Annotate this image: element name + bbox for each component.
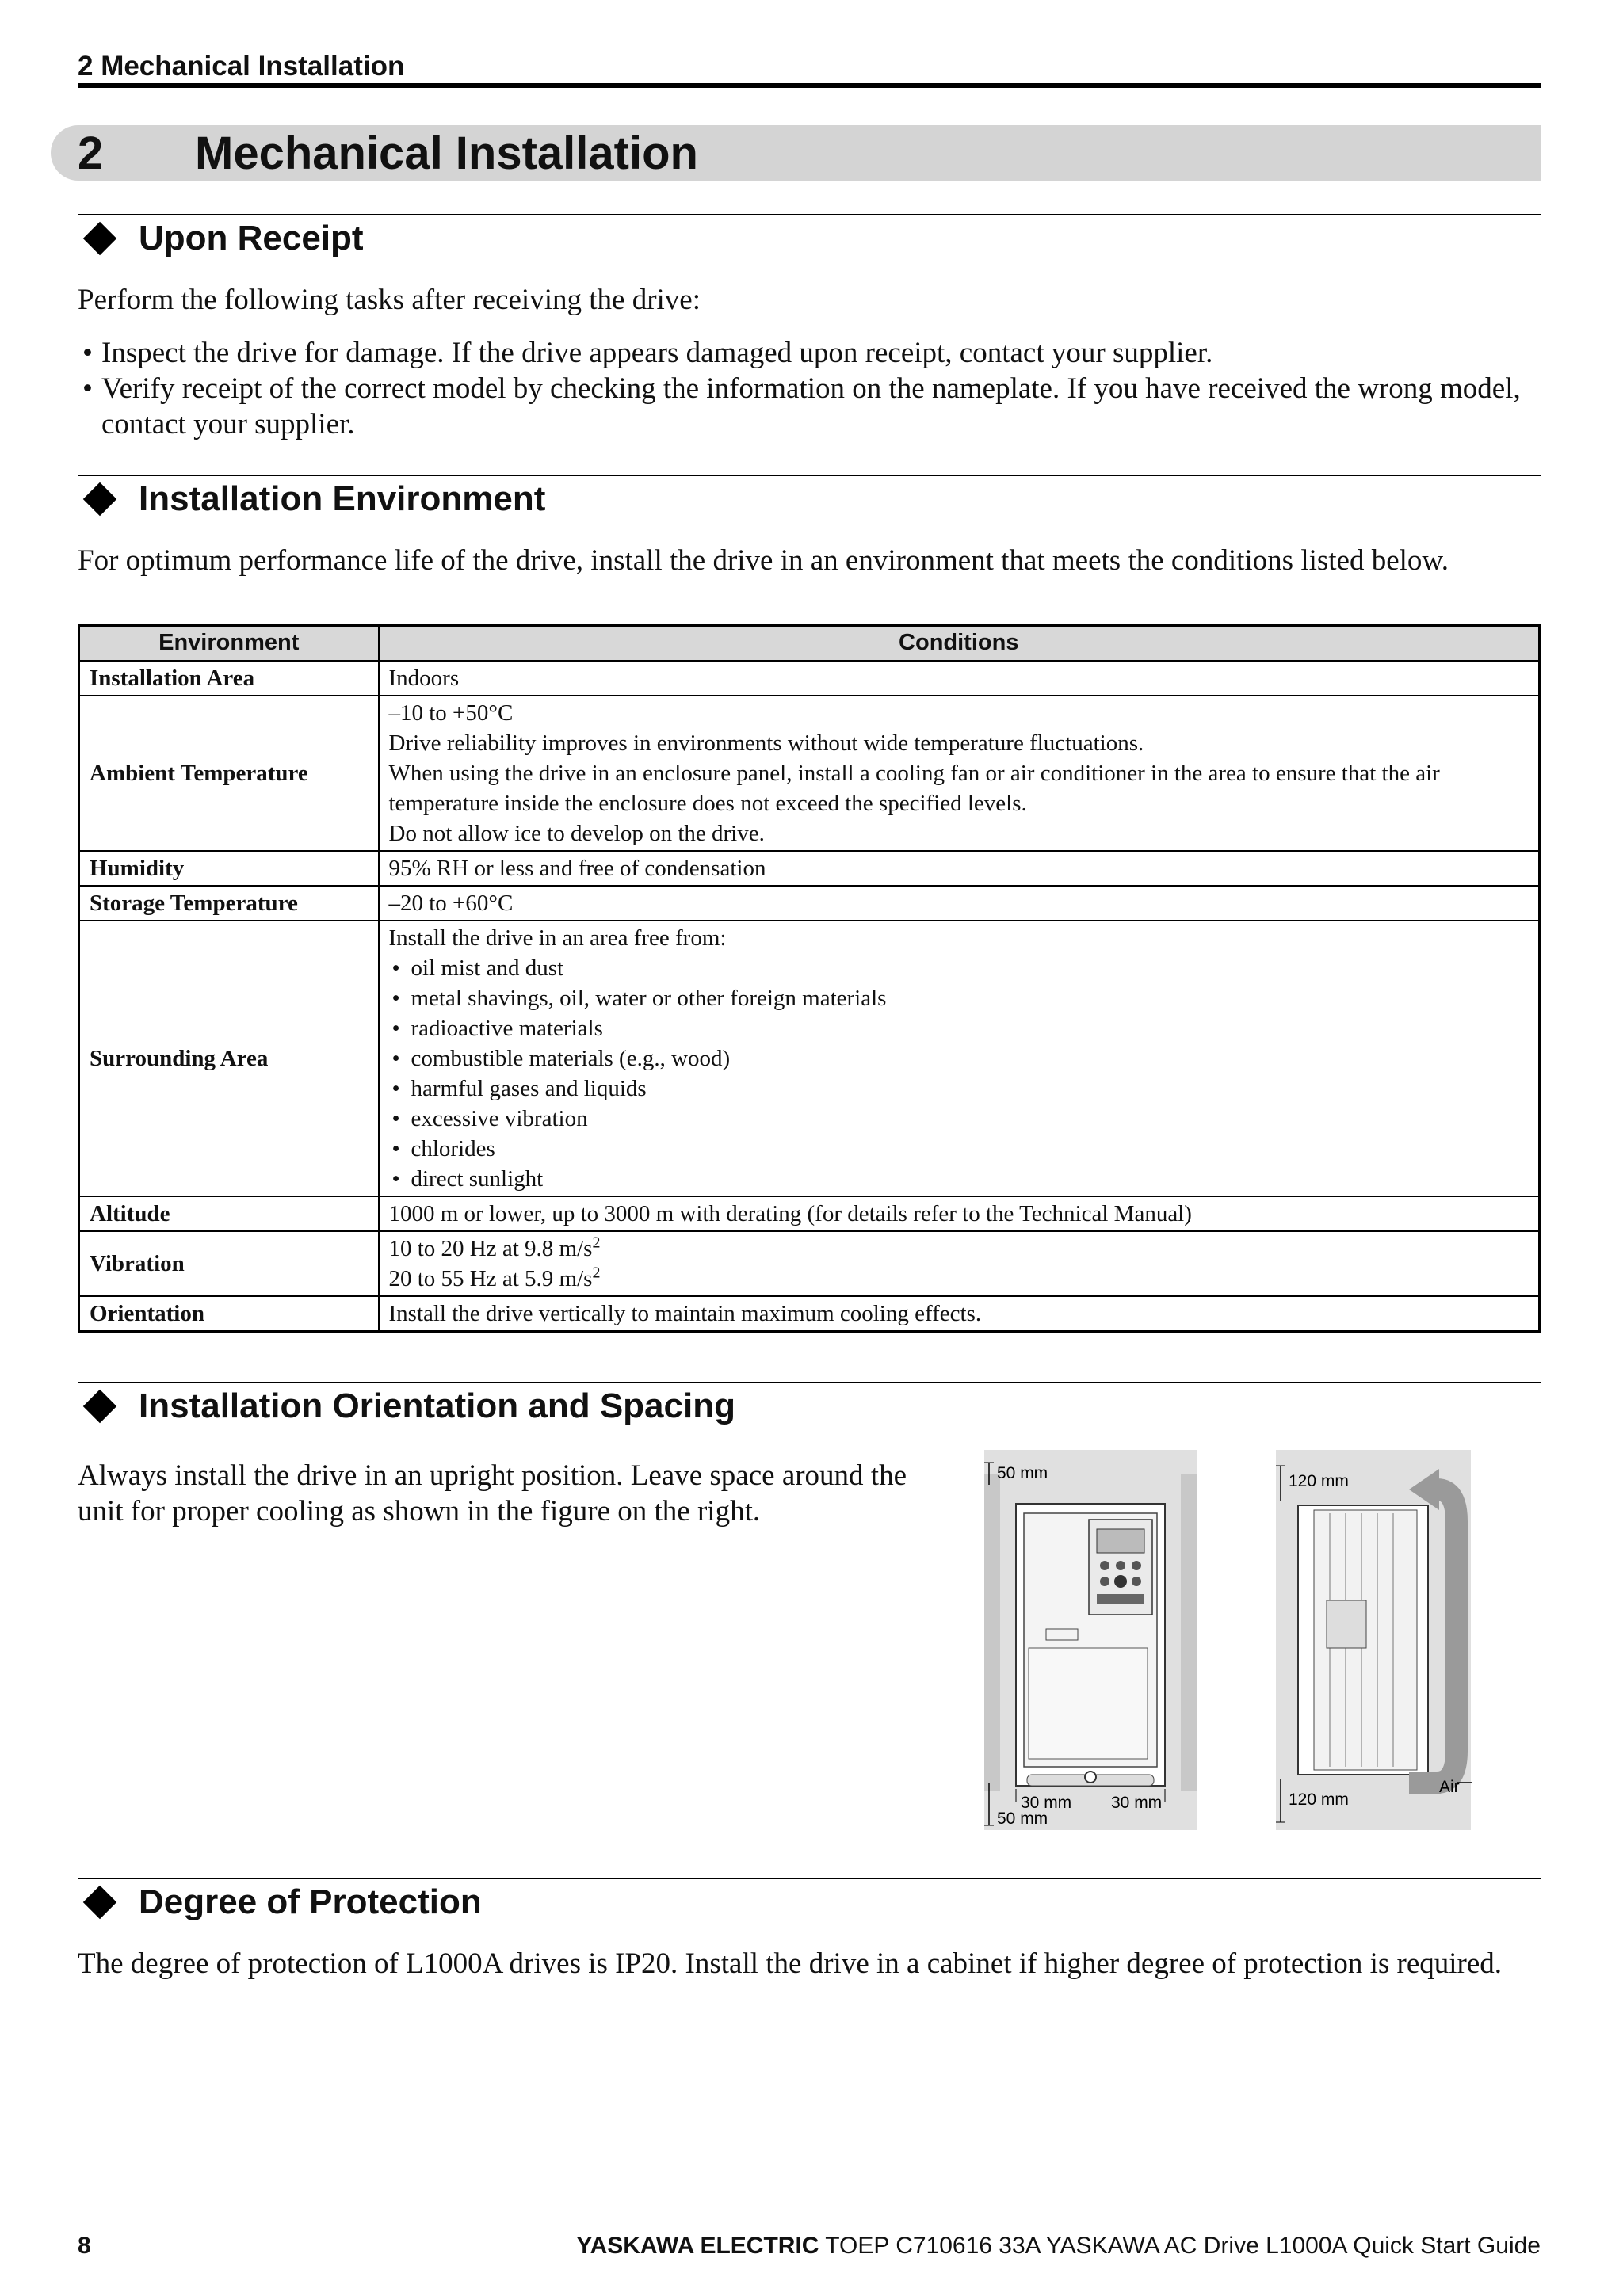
env-name: Storage Temperature [79,886,379,921]
dim-side-right: 30 mm [1111,1794,1163,1812]
footer-document [576,2233,1541,2260]
dim-side-left: 30 mm [1021,1794,1072,1812]
condition-line: 20 to 55 Hz at 5.9 $m/s^2$ [388,1263,601,1291]
footer-title: TOEP C710616 33A YASKAWA AC Drive L1000A Quick Start Guide [825,2233,1541,2259]
list-item: • direct sunlight [389,1164,1529,1194]
page-number: 8 [78,2233,91,2259]
table-row [79,921,1540,1196]
list-item: • Verify receipt of the correct model by checking the information on the nameplate. If you have received the wrong model, contact your supplier. [78,371,1541,442]
upon-receipt-intro: Perform the following tasks after receiving the drive: [78,284,701,316]
list-item: • combustible materials (e.g., wood) [389,1043,1529,1074]
section-heading-orientation-spacing: Installation Orientation and Spacing [83,1386,735,1426]
table-row [79,696,1540,851]
installation-environment-intro: For optimum performance life of the drive, install the drive in an environment that meets the conditions listed below. [78,544,1449,577]
env-name: Humidity [79,851,379,886]
env-name: Installation Area [79,661,379,696]
dim-top-side: 120 mm [1289,1472,1349,1490]
condition-line: Install the drive in an area free from: [388,925,727,951]
condition-line: Do not allow ice to develop on the drive. [388,820,765,846]
list-item: • excessive vibration [389,1104,1529,1134]
env-name: Altitude [79,1196,379,1231]
list-item: • oil mist and dust [389,953,1529,983]
condition-line: When using the drive in an enclosure panel, install a cooling fan or air conditioner in the area to ensure that the air temperature inside the enclosure does not exceed the specified levels. [388,760,1440,816]
orientation-spacing-text: Always install the drive in an upright position. Leave space around the unit for proper cooling as shown in the figure on the right. [78,1459,907,1527]
env-condition [379,921,1540,1196]
env-name: Vibration [79,1231,379,1296]
diamond-icon [83,222,116,255]
dim-bottom-front: 50 mm [997,1810,1048,1828]
env-condition [379,696,1540,851]
env-name: Surrounding Area [79,921,379,1196]
column-header: Conditions [379,626,1540,661]
list-item: • chlorides [389,1134,1529,1164]
table-row [79,661,1540,696]
chapter-number: 2 [78,128,104,179]
chapter-title: Mechanical Installation [195,128,698,179]
dim-top-front: 50 mm [997,1464,1048,1482]
section-heading-installation-environment: Installation Environment [83,479,545,519]
condition-line: Drive reliability improves in environments without wide temperature fluctuations. [388,730,1144,756]
env-name: Ambient Temperature [79,696,379,851]
dim-bottom-side: 120 mm [1289,1791,1349,1809]
degree-of-protection-text: The degree of protection of L1000A drives is IP20. Install the drive in a cabinet if higher degree of protection is required. [78,1947,1503,1980]
footer-company: YASKAWA ELECTRIC [576,2233,819,2259]
section-rule [78,1382,1541,1383]
section-rule [78,214,1541,215]
spacing-figure [981,1450,1472,1830]
env-condition: 95% RH or less and free of condensation [379,851,1540,886]
condition-line: 10 to 20 Hz at 9.8 $m/s^2$ [388,1233,601,1261]
section-heading-upon-receipt: Upon Receipt [83,219,364,258]
header-rule [78,83,1541,88]
table-row [79,851,1540,886]
list-item: • metal shavings, oil, water or other foreign materials [389,983,1529,1013]
chapter-banner [51,125,1541,181]
side-view [1276,1450,1472,1830]
diamond-icon [83,1886,116,1919]
running-header: 2 Mechanical Installation [78,51,405,82]
column-header: Environment [79,626,379,661]
condition-line: –10 to +50°C [388,700,514,726]
env-condition: –20 to +60°C [379,886,1540,921]
env-condition: Indoors [379,661,1540,696]
front-view [984,1450,1197,1830]
table-header-row [79,626,1540,661]
env-condition [379,1231,1540,1296]
surrounding-list [389,953,1529,1194]
diamond-icon [83,1390,116,1423]
table-row [79,1196,1540,1231]
upon-receipt-list [78,335,1541,442]
section-heading-degree-of-protection: Degree of Protection [83,1882,482,1922]
env-name: Orientation [79,1296,379,1332]
air-label: Air [1439,1778,1460,1796]
table-row [79,1231,1540,1296]
section-rule [78,475,1541,476]
list-item: • Inspect the drive for damage. If the drive appears damaged upon receipt, contact your supplier. [78,335,1541,371]
diamond-icon [83,482,116,516]
env-condition: 1000 m or lower, up to 3000 m with derating (for details refer to the Technical Manual) [379,1196,1540,1231]
section-rule [78,1878,1541,1879]
environment-table [78,624,1541,1333]
table-row [79,886,1540,921]
env-condition: Install the drive vertically to maintain maximum cooling effects. [379,1296,1540,1332]
list-item: • radioactive materials [389,1013,1529,1043]
table-row [79,1296,1540,1332]
list-item: • harmful gases and liquids [389,1074,1529,1104]
